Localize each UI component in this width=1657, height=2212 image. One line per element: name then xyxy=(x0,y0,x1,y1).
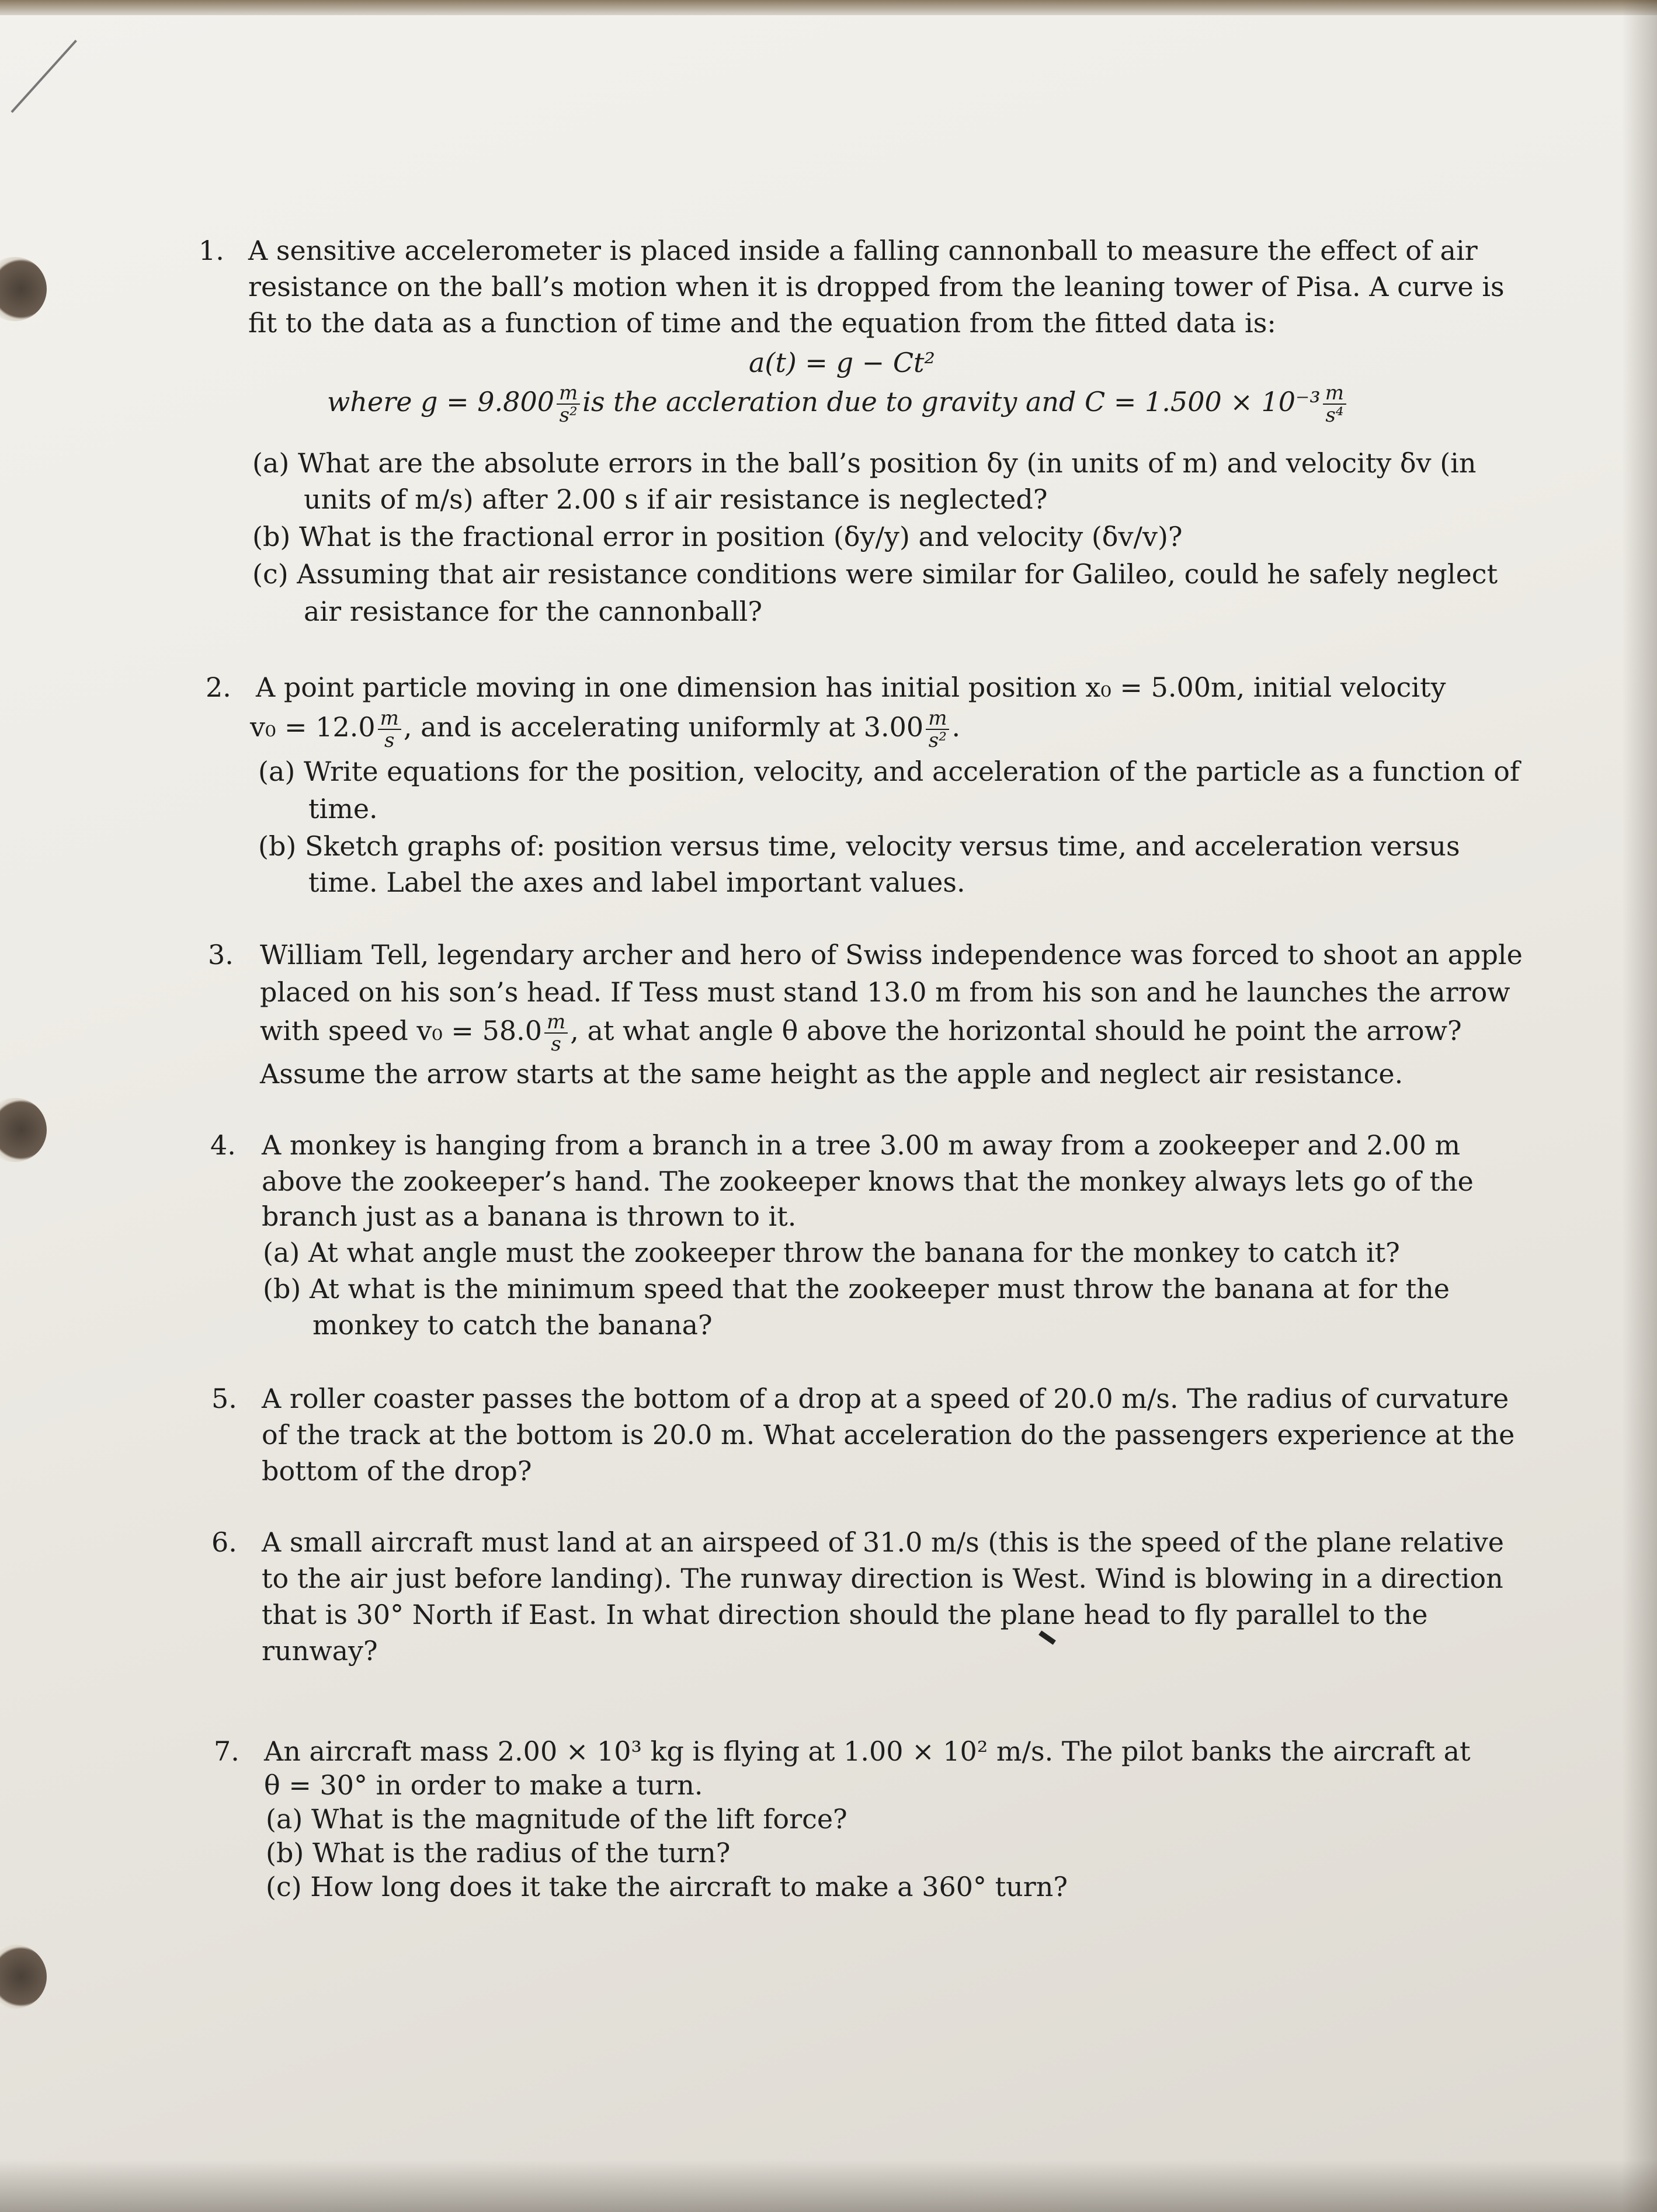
sub-question-b: monkey to catch the banana? xyxy=(312,1309,713,1341)
fraction xyxy=(926,708,949,751)
text-fragment: , and is accelerating uniformly at 3.00 xyxy=(403,711,924,743)
question-text: A monkey is hanging from a branch in a tree 3.00 m away from a zookeeper and 2.00 m xyxy=(262,1129,1461,1161)
question-number: 6. xyxy=(211,1526,237,1558)
equation-where xyxy=(327,382,1349,426)
question-text: bottom of the drop? xyxy=(262,1455,532,1487)
sub-question-a: (a) What is the magnitude of the lift force? xyxy=(266,1803,847,1835)
question-text: An aircraft mass 2.00 × 10³ kg is flying at 1.00 × 10² m/s. The pilot banks the aircraft at xyxy=(264,1735,1471,1767)
question-text: A roller coaster passes the bottom of a drop at a speed of 20.0 m/s. The radius of curvature xyxy=(262,1383,1509,1414)
question-text: branch just as a banana is thrown to it. xyxy=(262,1201,797,1232)
fraction-denominator: s xyxy=(551,1032,561,1056)
question-number: 7. xyxy=(214,1735,239,1767)
fraction-numerator: m xyxy=(1323,382,1346,405)
sub-question-b: (b) What is the radius of the turn? xyxy=(266,1837,731,1869)
sub-question-a: (a) Write equations for the position, velocity, and acceleration of the particle as a function of xyxy=(258,756,1520,787)
fraction-denominator: s² xyxy=(928,729,947,752)
question-text: fit to the data as a function of time and the equation from the fitted data is: xyxy=(248,307,1276,339)
where-middle: is the accleration due to gravity and C = 1.500 × 10⁻³ xyxy=(582,386,1321,418)
question-text: A sensitive accelerometer is placed inside a falling cannonball to measure the effect of air xyxy=(248,235,1478,266)
question-text: placed on his son’s head. If Tess must stand 13.0 m from his son and he launches the arrow xyxy=(260,976,1510,1008)
question-text: runway? xyxy=(262,1635,378,1667)
text-fragment: v₀ = 12.0 xyxy=(250,711,376,743)
question-text: resistance on the ball’s motion when it is dropped from the leaning tower of Pisa. A curve is xyxy=(248,271,1505,302)
question-text: William Tell, legendary archer and hero of Swiss independence was forced to shoot an apple xyxy=(260,939,1523,971)
equation: a(t) = g − Ct² xyxy=(749,347,935,378)
where-prefix: where g = 9.800 xyxy=(327,386,554,418)
fraction-denominator: s⁴ xyxy=(1325,404,1344,427)
question-text xyxy=(260,1011,1462,1055)
question-text: Assume the arrow starts at the same height as the apple and neglect air resistance. xyxy=(260,1058,1404,1090)
question-text: A point particle moving in one dimension has initial position x₀ = 5.00m, initial velocity xyxy=(256,672,1446,703)
fraction-numerator: m xyxy=(544,1011,568,1034)
fraction-numerator: m xyxy=(378,708,401,730)
sub-question-a: units of m/s) after 2.00 s if air resistance is neglected? xyxy=(304,484,1048,515)
fraction xyxy=(557,382,580,426)
sub-question-a: (a) At what angle must the zookeeper throw the banana for the monkey to catch it? xyxy=(263,1237,1400,1268)
sub-question-c: (c) Assuming that air resistance conditions were similar for Galileo, could he safely neglect xyxy=(252,558,1498,590)
question-text: A small aircraft must land at an airspeed of 31.0 m/s (this is the speed of the plane relative xyxy=(262,1526,1504,1558)
fraction xyxy=(544,1011,568,1055)
text-fragment: with speed v₀ = 58.0 xyxy=(260,1015,543,1046)
question-text: that is 30° North if East. In what direction should the plane head to fly parallel to the xyxy=(262,1599,1428,1630)
text-fragment: . xyxy=(951,711,961,743)
question-text: to the air just before landing). The runway direction is West. Wind is blowing in a direction xyxy=(262,1563,1503,1594)
sub-question-a: (a) What are the absolute errors in the ball’s position δy (in units of m) and velocity δv (in xyxy=(252,447,1477,479)
sub-question-c: air resistance for the cannonball? xyxy=(304,596,763,627)
fraction-numerator: m xyxy=(557,382,580,405)
question-number: 3. xyxy=(208,939,234,971)
fraction xyxy=(378,708,401,751)
question-text: of the track at the bottom is 20.0 m. What acceleration do the passengers experience at the xyxy=(262,1419,1515,1451)
text-fragment: , at what angle θ above the horizontal should he point the arrow? xyxy=(570,1015,1462,1046)
fraction-denominator: s xyxy=(384,729,395,752)
question-text: θ = 30° in order to make a turn. xyxy=(264,1769,703,1801)
sub-question-b: (b) Sketch graphs of: position versus time, velocity versus time, and acceleration versus xyxy=(258,830,1460,862)
question-number: 2. xyxy=(206,672,231,703)
sub-question-b: (b) What is the fractional error in position (δy/y) and velocity (δv/v)? xyxy=(252,521,1183,552)
fraction xyxy=(1323,382,1346,426)
sub-question-b: (b) At what is the minimum speed that the zookeeper must throw the banana at for the xyxy=(263,1273,1450,1305)
question-text xyxy=(250,708,960,751)
question-number: 1. xyxy=(199,235,224,266)
sub-question-b: time. Label the axes and label important values. xyxy=(308,867,965,898)
sub-question-a: time. xyxy=(308,793,378,825)
question-number: 4. xyxy=(210,1129,236,1161)
question-number: 5. xyxy=(211,1383,237,1414)
fraction-denominator: s² xyxy=(559,404,578,427)
sub-question-c: (c) How long does it take the aircraft to make a 360° turn? xyxy=(266,1871,1068,1903)
question-text: above the zookeeper’s hand. The zookeeper knows that the monkey always lets go of the xyxy=(262,1166,1474,1197)
fraction-numerator: m xyxy=(926,708,949,730)
